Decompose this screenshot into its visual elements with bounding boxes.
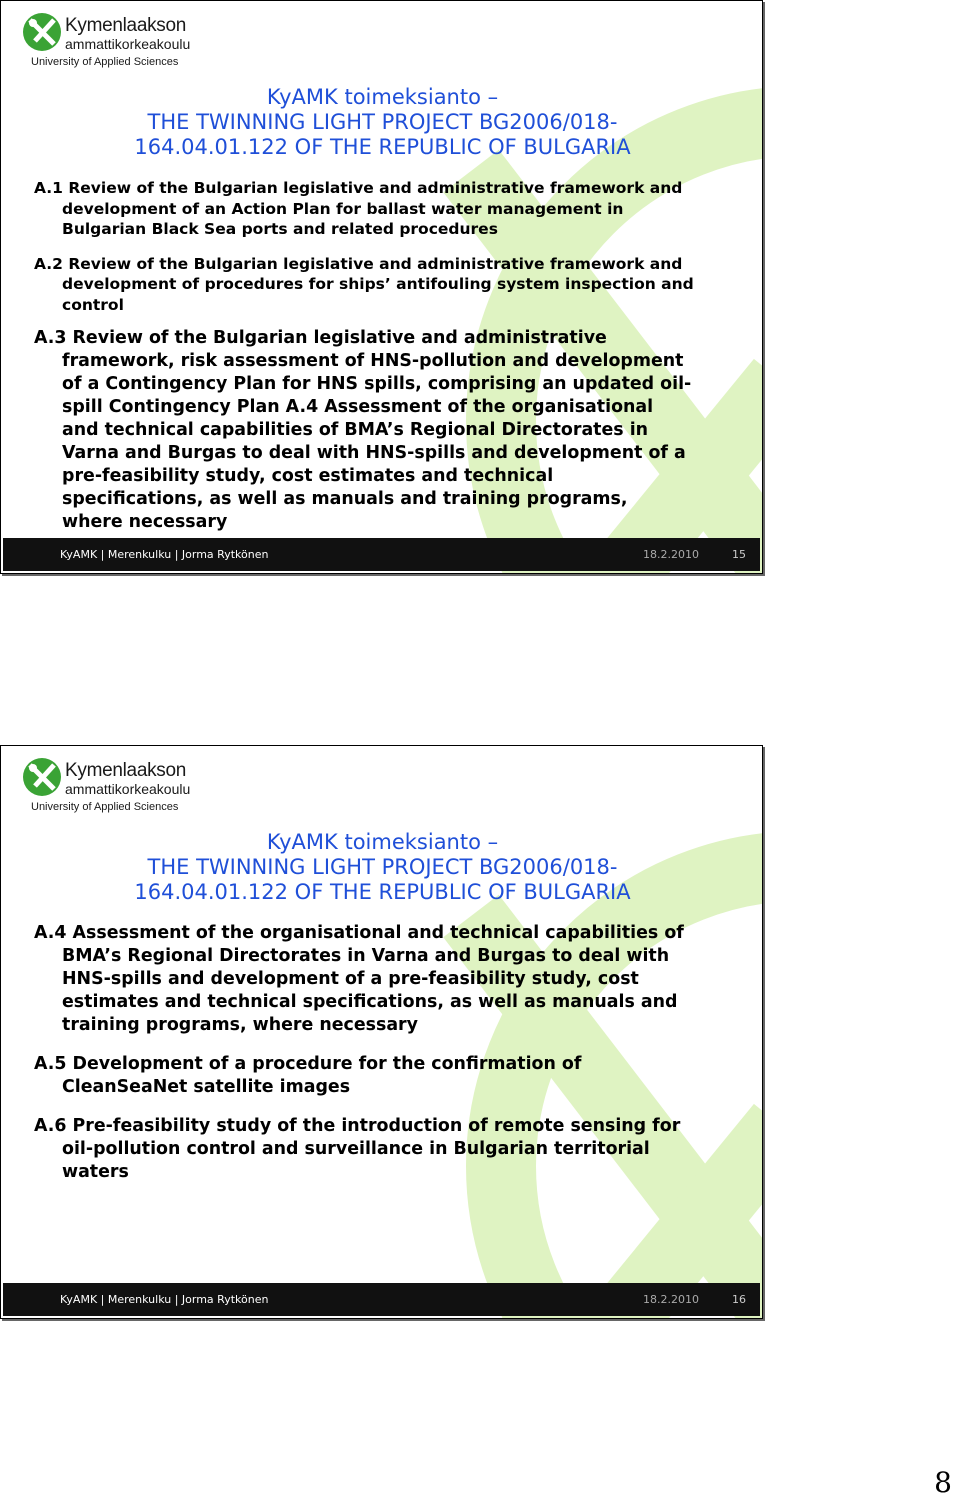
- text-line: pre-feasibility study, cost estimates and technical: [62, 466, 554, 486]
- slide-body: [34, 922, 749, 1184]
- slide-footer: [3, 1283, 760, 1316]
- slide-title: [1, 830, 763, 905]
- logo-subname: ammattikorkeakoulu: [65, 781, 191, 797]
- text-line: development of an Action Plan for ballast water management in: [62, 199, 624, 218]
- logo-name: Kymenlaakson: [65, 760, 187, 781]
- text-line: CleanSeaNet satellite images: [62, 1077, 351, 1097]
- text-line: Varna and Burgas to deal with HNS-spills and development of a: [62, 443, 686, 463]
- footer-author: KyAMK | Merenkulku | Jorma Rytkönen: [60, 1293, 269, 1306]
- item-a5: [34, 1053, 749, 1099]
- text-line: A.5 Development of a procedure for the confirmation of: [34, 1054, 582, 1074]
- text-line: estimates and technical specifications, as well as manuals and: [62, 992, 678, 1012]
- title-line: KyAMK toimeksianto –: [266, 85, 499, 109]
- text-line: Bulgarian Black Sea ports and related procedures: [62, 220, 498, 238]
- text-line: where necessary: [62, 512, 228, 532]
- text-line: framework, risk assessment of HNS-pollution and development: [62, 351, 684, 371]
- text-line: development of procedures for ships’ antifouling system inspection and: [62, 275, 694, 293]
- logo-subname: ammattikorkeakoulu: [65, 36, 191, 52]
- slide-body: [34, 178, 749, 534]
- footer-slide-number: 16: [732, 1293, 746, 1306]
- text-line: of a Contingency Plan for HNS spills, comprising an updated oil-: [62, 374, 692, 394]
- footer-date: 18.2.2010: [643, 1293, 699, 1306]
- text-line: A.1 Review of the Bulgarian legislative and administrative framework and: [34, 179, 683, 197]
- text-line: spill Contingency Plan A.4 Assessment of the organisational: [62, 397, 654, 417]
- logo-university: University of Applied Sciences: [31, 801, 179, 813]
- text-line: waters: [62, 1162, 129, 1182]
- text-line: control: [62, 295, 124, 314]
- item-a4: [34, 922, 749, 1037]
- text-line: training programs, where necessary: [62, 1015, 418, 1035]
- title-line: 164.04.01.122 OF THE REPUBLIC OF BULGARIA: [134, 135, 631, 159]
- title-line: KyAMK toimeksianto –: [266, 830, 499, 854]
- title-line: THE TWINNING LIGHT PROJECT BG2006/018-: [147, 110, 618, 134]
- page-number: 8: [934, 1466, 952, 1499]
- text-line: A.6 Pre-feasibility study of the introduction of remote sensing for: [34, 1116, 681, 1136]
- text-line: specifications, as well as manuals and training programs,: [62, 489, 628, 509]
- item-a6: [34, 1115, 749, 1184]
- title-line: THE TWINNING LIGHT PROJECT BG2006/018-: [147, 855, 618, 879]
- text-line: A.4 Assessment of the organisational and technical capabilities of: [34, 923, 684, 943]
- slide-16: [0, 745, 763, 1319]
- text-line: A.2 Review of the Bulgarian legislative and administrative framework and: [34, 254, 683, 273]
- footer-slide-number: 15: [732, 548, 746, 561]
- text-line: oil-pollution control and surveillance in Bulgarian territorial: [62, 1139, 650, 1159]
- item-a2: [34, 254, 749, 316]
- logo-university: University of Applied Sciences: [31, 56, 179, 68]
- footer-date: 18.2.2010: [643, 548, 699, 561]
- slide-15: [0, 0, 763, 574]
- text-line: and technical capabilities of BMA’s Regional Directorates in: [62, 420, 649, 440]
- kyamk-logo: [21, 11, 191, 69]
- text-line: HNS-spills and development of a pre-feasibility study, cost: [62, 969, 639, 989]
- kyamk-logo: [21, 756, 191, 814]
- title-line: 164.04.01.122 OF THE REPUBLIC OF BULGARIA: [134, 880, 631, 904]
- footer-author: KyAMK | Merenkulku | Jorma Rytkönen: [60, 548, 269, 561]
- text-line: A.3 Review of the Bulgarian legislative and administrative: [34, 328, 607, 348]
- logo-name: Kymenlaakson: [65, 15, 187, 36]
- kyamk-logo-icon: [21, 756, 65, 800]
- item-a3: [34, 327, 749, 534]
- kyamk-logo-icon: [21, 11, 65, 55]
- slide-footer: [3, 538, 760, 571]
- text-line: BMA’s Regional Directorates in Varna and Burgas to deal with: [62, 946, 670, 966]
- slide-title: [1, 85, 763, 160]
- item-a1: [34, 178, 749, 240]
